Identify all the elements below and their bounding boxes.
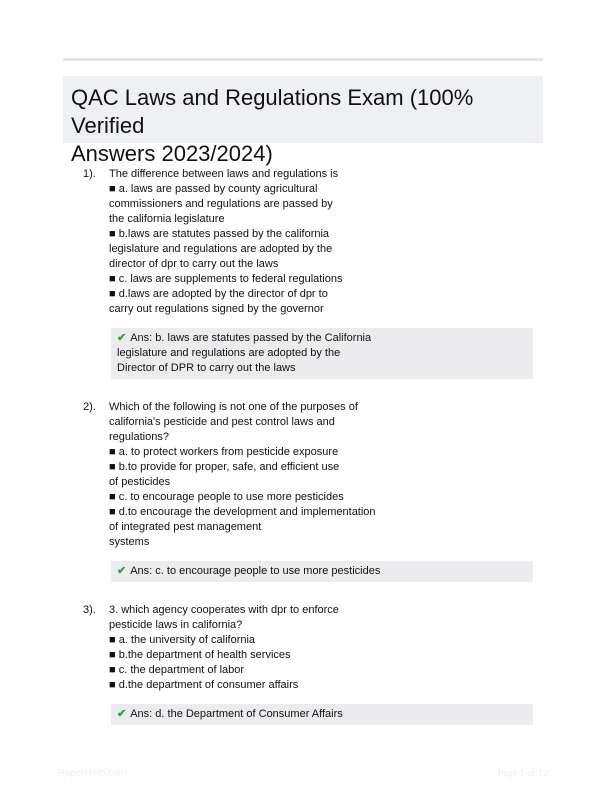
question-text: 3. which agency cooperates with dpr to enforce pesticide laws in california? ■ a. the university of california ■ b.the department of health services ■ c. the department of labor ■ d.the department of consumer affairs: [109, 604, 339, 691]
title-banner: [63, 76, 543, 166]
page-title: QAC Laws and Regulations Exam (100% Verified Answers 2023/2024): [71, 85, 474, 166]
question-number: 2).: [83, 401, 96, 413]
check-icon: ✔: [117, 565, 127, 577]
question-number: 3).: [83, 604, 96, 616]
answer-box: [111, 328, 533, 379]
answer-box: [111, 561, 533, 582]
check-icon: ✔: [117, 708, 127, 720]
question-text: Which of the following is not one of the purposes of california's pesticide and pest control laws and regulations? ■ a. to protect workers from pesticide exposure ■ b.to provide for proper, safe, and efficient use of pesticides ■ c. to encourage people to use more pesticides ■ d.to encourage the development and implementation of integrated pest management systems: [109, 401, 376, 548]
top-divider: [63, 58, 543, 61]
question-text: The difference between laws and regulations is ■ a. laws are passed by county agricultural commissioners and regulations are passed by the california legislature ■ b.laws are statutes passed by the california legislature and regulations are adopted by the director of dpr to carry out the laws ■ c. laws are supplements to federal regulations ■ d.laws are adopted by the director of dpr to carry out regulations signed by the governor: [109, 168, 343, 315]
answer-text: Ans: d. the Department of Consumer Affairs: [130, 708, 343, 720]
answer-text: Ans: b. laws are statutes passed by the California legislature and regulations are adopted by the Director of DPR to carry out the laws: [117, 332, 372, 374]
footer-watermark: PaperHelp.com: [58, 768, 127, 779]
answer-box: [111, 704, 533, 725]
question-number: 1).: [83, 168, 96, 180]
answer-text: Ans: c. to encourage people to use more pesticides: [130, 565, 381, 577]
check-icon: ✔: [117, 332, 127, 344]
page-number: Page 1 of 12: [497, 768, 548, 779]
